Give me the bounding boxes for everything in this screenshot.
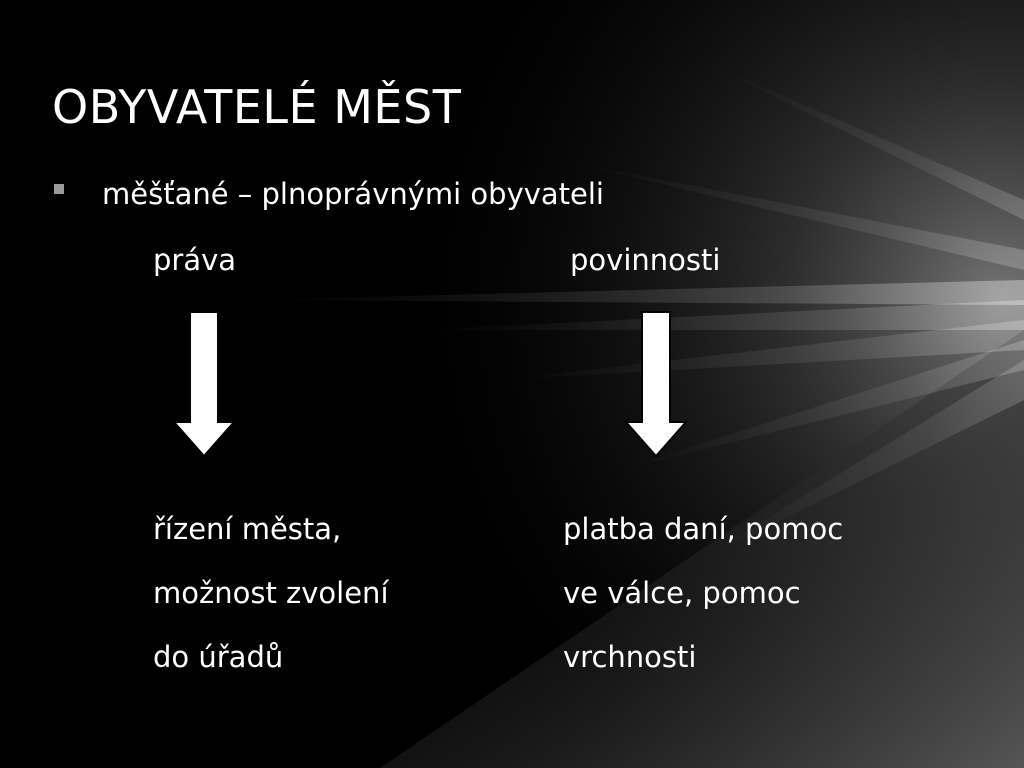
rights-line: řízení města,: [153, 512, 342, 546]
rights-line: do úřadů: [153, 640, 284, 674]
square-bullet-icon: [54, 184, 64, 194]
duties-line: ve válce, pomoc: [563, 576, 801, 610]
bullet-text: měšťané – plnoprávnými obyvateli: [102, 177, 604, 211]
duties-line: vrchnosti: [563, 640, 697, 674]
down-arrow-icon: [624, 310, 688, 458]
duties-list: [563, 497, 843, 689]
rights-list: [153, 497, 389, 689]
rights-heading: práva: [153, 243, 237, 277]
duties-line: platba daní, pomoc: [563, 512, 844, 546]
rights-line: možnost zvolení: [153, 576, 389, 610]
slide-title: OBYVATELÉ MĚST: [52, 80, 462, 134]
duties-heading: povinnosti: [570, 243, 721, 277]
down-arrow-icon: [172, 310, 236, 458]
